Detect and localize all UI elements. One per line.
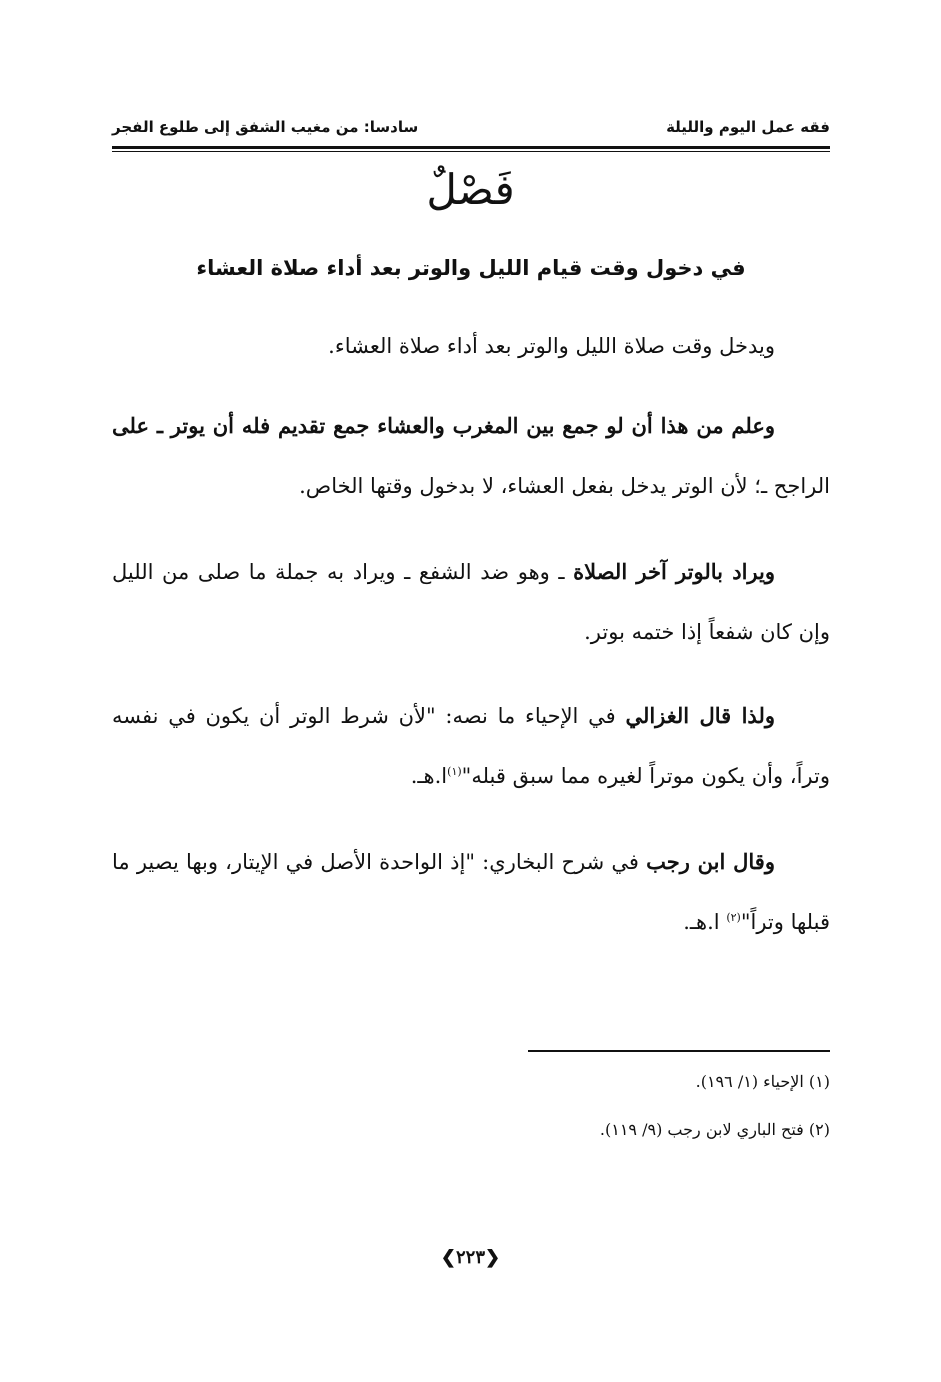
paragraph-1 xyxy=(112,316,830,376)
page-number xyxy=(0,1244,941,1272)
paragraph-lead: وقال ابن رجب xyxy=(646,849,775,874)
page-number-ornament-left: ❮ xyxy=(485,1247,501,1268)
page-number-value: ٢٢٣ xyxy=(455,1247,485,1268)
footnote-ref[interactable]: (١) xyxy=(447,765,462,778)
paragraph-lead: وعلم من هذا أن لو جمع بين المغرب والعشاء جمع تقديم فله أن يوتر ـ على xyxy=(112,413,775,438)
paragraph-text: الراجح ـ؛ لأن الوتر يدخل بفعل العشاء، لا بدخول وقتها الخاص. xyxy=(299,474,830,498)
paragraph-2 xyxy=(112,396,830,516)
paragraph-text: في الإحياء ما نصه: "لأن شرط الوتر أن يكون في نفسه وتراً، وأن يكون موتراً لغيره مما سبق قبله" xyxy=(112,704,830,788)
header-rule-thin xyxy=(112,151,830,152)
paragraph-text-end: ا.هـ. xyxy=(410,764,448,788)
paragraph-text: ويدخل وقت صلاة الليل والوتر بعد أداء صلاة العشاء. xyxy=(328,334,775,358)
paragraph-text-end: ا.هـ. xyxy=(683,910,727,934)
footnote-ref[interactable]: (٢) xyxy=(726,911,741,924)
paragraph-text: في شرح البخاري: "إذ الواحدة الأصل في الإيتار، وبها يصير ما قبلها وتراً" xyxy=(112,850,830,934)
footnote-1: (١) الإحياء (١/ ١٩٦). xyxy=(695,1072,830,1091)
footnote-separator xyxy=(528,1050,830,1052)
paragraph-lead: ويراد بالوتر آخر الصلاة xyxy=(573,559,775,584)
page-number-ornament-right: ❯ xyxy=(440,1247,456,1268)
book-title: فقه عمل اليوم والليلة xyxy=(666,118,830,136)
paragraph-4 xyxy=(112,686,830,806)
paragraph-lead: ولذا قال الغزالي xyxy=(625,703,775,728)
footnote-2: (٢) فتح الباري لابن رجب (٩/ ١١٩). xyxy=(599,1120,830,1139)
section-heading-word: فَصْلٌ xyxy=(426,165,515,214)
section-title: في دخول وقت قيام الليل والوتر بعد أداء صلاة العشاء xyxy=(196,256,746,280)
paragraph-5 xyxy=(112,832,830,952)
chapter-title: سادسا: من مغيب الشفق إلى طلوع الفجر xyxy=(112,118,419,136)
header-rule xyxy=(112,146,830,149)
paragraph-3 xyxy=(112,542,830,662)
paragraph-text: ـ وهو ضد الشفع ـ ويراد به جملة ما صلى من الليل وإن كان شفعاً إذا ختمه بوتر. xyxy=(112,560,830,644)
